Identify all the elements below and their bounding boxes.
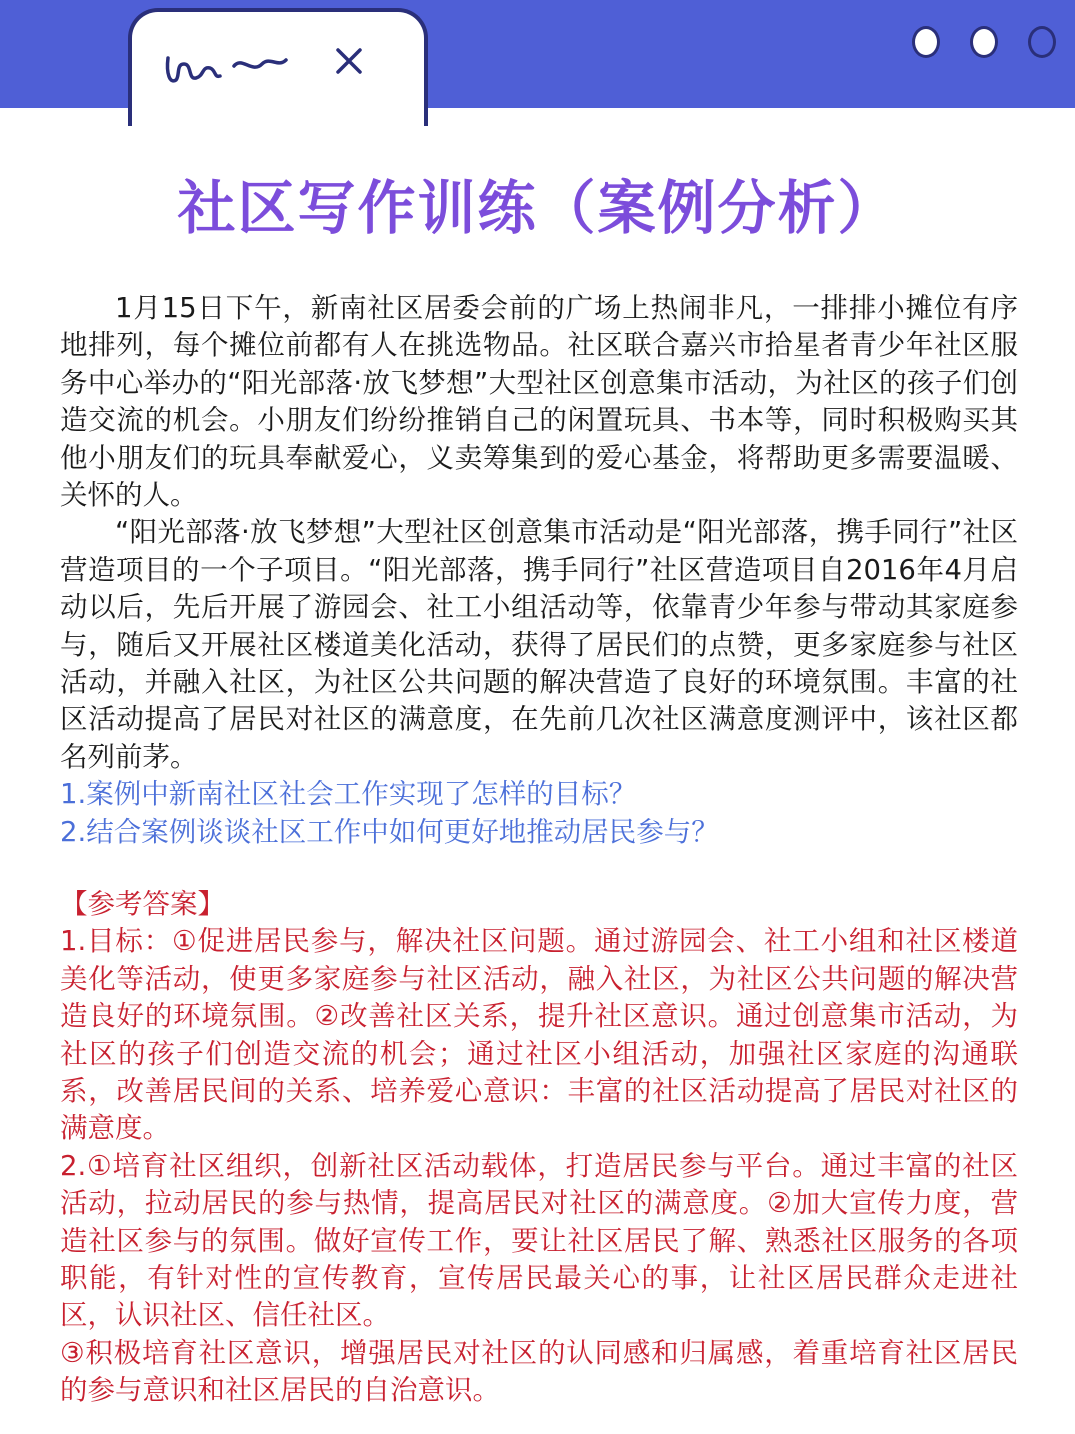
scribble-icon (162, 40, 292, 90)
page-title: 社区写作训练（案例分析） (177, 174, 898, 242)
answer-item: 2.①培育社区组织，创新社区活动载体，打造居民参与平台。通过丰富的社区活动，拉动居民的参与热情，提高居民对社区的满意度。②加大宣传力度，营造社区参与的氛围。做好宣传工作，要让社区居民了解、熟悉社区服务的各项职能，有针对性的宣传教育，宣传居民最关心的事，让社区居民群众走进社区，认识社区、信任社区。 (60, 1149, 1018, 1332)
article-paragraph: “阳光部落·放飞梦想”大型社区创意集市活动是“阳光部落，携手同行”社区营造项目的一个子项目。“阳光部落，携手同行”社区营造项目自2016年4月启动以后，先后开展了游园会、社工小组活动等，依靠青少年参与带动其家庭参与，随后又开展社区楼道美化活动，获得了居民们的点赞，更多家庭参与社区活动，并融入社区，为社区公共问题的解决营造了良好的环境氛围。丰富的社区活动提高了居民对社区的满意度，在先前几次社区满意度测评中，该社区都名列前茅。 (60, 516, 1018, 773)
answer-heading: 【参考答案】 (60, 888, 225, 920)
window-dot-icon[interactable] (970, 26, 998, 58)
close-icon[interactable] (332, 44, 366, 78)
article-body (60, 290, 1018, 851)
answer-item: 1.目标：①促进居民参与，解决社区问题。通过游园会、社工小组和社区楼道美化等活动，使更多家庭参与社区活动，融入社区，为社区公共问题的解决营造良好的环境氛围。②改善社区关系，提升社区意识。通过创意集市活动，为社区的孩子们创造交流的机会；通过社区小组活动，加强社区家庭的沟通联系，改善居民间的关系、培养爱心意识：丰富的社区活动提高了居民对社区的满意度。 (60, 925, 1018, 1145)
window-dot-icon[interactable] (912, 26, 940, 58)
browser-tab[interactable] (128, 8, 428, 126)
question-1: 1.案例中新南社区社会工作实现了怎样的目标？ (60, 778, 637, 811)
answer-item: ③积极培育社区意识，增强居民对社区的认同感和归属感，着重培育社区居民的参与意识和社区居民的自治意识。 (60, 1336, 1018, 1407)
question-2: 2.结合案例谈谈社区工作中如何更好地推动居民参与？ (60, 815, 719, 848)
article-paragraph: 1月15日下午，新南社区居委会前的广场上热闹非凡，一排排小摊位有序地排列，每个摊位前都有人在挑选物品。社区联合嘉兴市拾星者青少年社区服务中心举办的“阳光部落·放飞梦想”大型社区创意集市活动，为社区的孩子们创造交流的机会。小朋友们纷纷推销自己的闲置玩具、书本等，同时积极购买其他小朋友们的玩具奉献爱心，义卖筹集到的爱心基金，将帮助更多需要温暖、关怀的人。 (60, 292, 1018, 512)
reference-answer-block (60, 886, 1018, 1410)
window-dot-icon[interactable] (1028, 26, 1056, 58)
